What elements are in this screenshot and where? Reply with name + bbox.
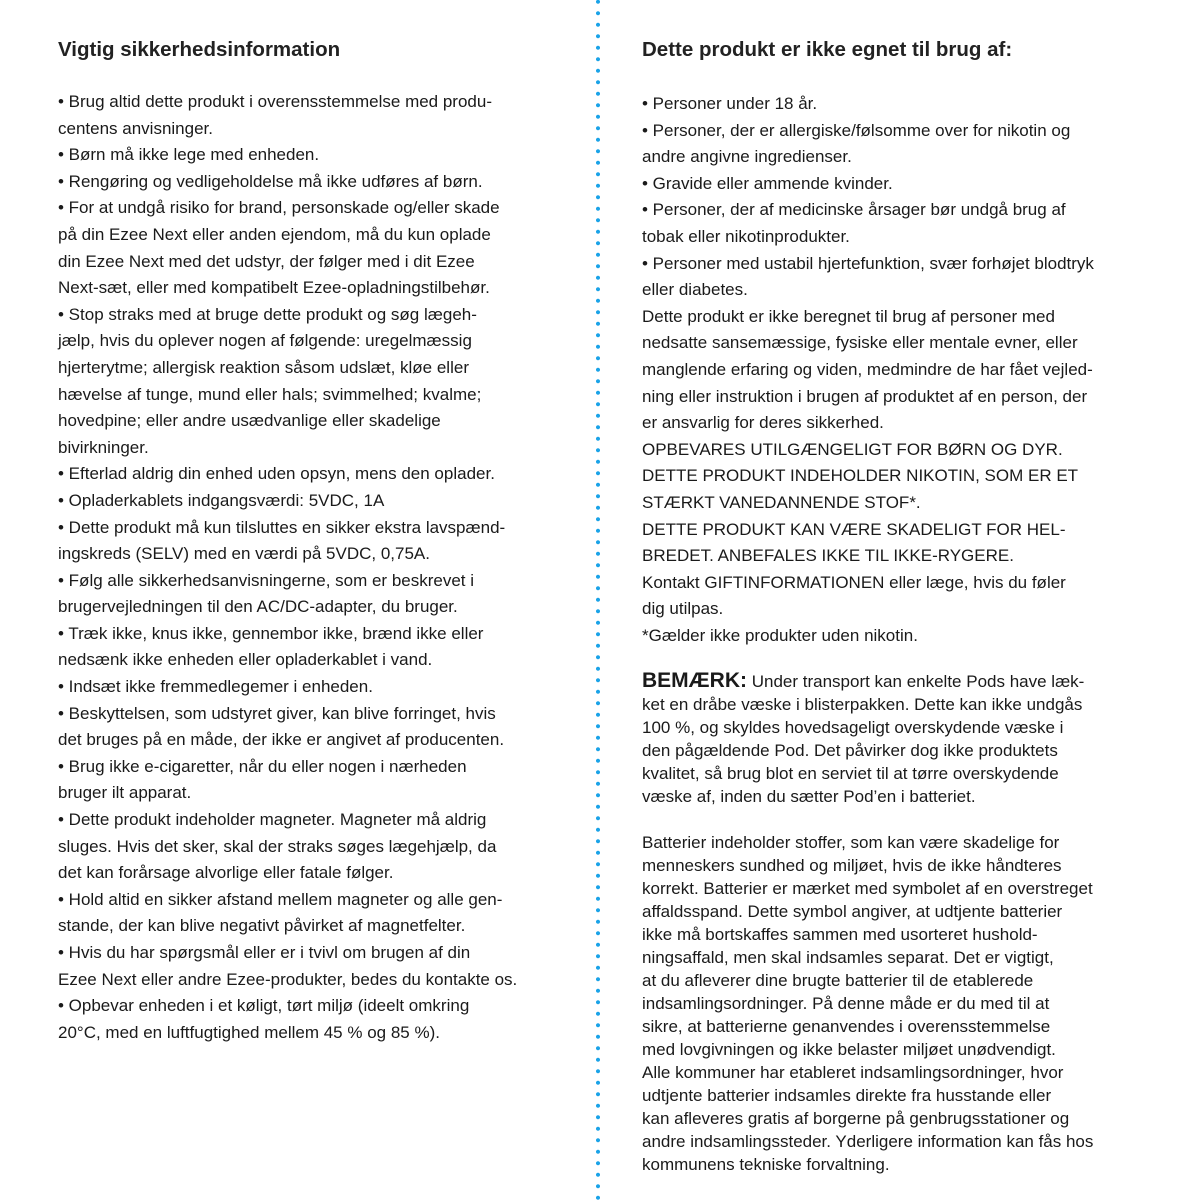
- text-line: • Personer under 18 år.: [642, 94, 818, 113]
- text-line: • Personer, der er allergiske/følsomme over for nikotin og: [642, 120, 1071, 140]
- text-line: væske af, inden du sætter Pod’en i batteriet.: [642, 787, 976, 806]
- text-line: manglende erfaring og viden, medmindre de har fået vejled-: [642, 359, 1093, 379]
- note-text: Under transport kan enkelte Pods have læk-: [747, 672, 1085, 691]
- dotted-divider: [596, 0, 600, 1200]
- text-line: kan afleveres gratis af borgerne på genbrugsstationer og: [642, 1109, 1070, 1128]
- text-line: kommunens tekniske forvaltning.: [642, 1155, 890, 1174]
- text-line: Alle kommuner har etableret indsamlingsordninger, hvor: [642, 1063, 1064, 1082]
- text-line: dig utilpas.: [642, 599, 724, 619]
- text-line: DETTE PRODUKT INDEHOLDER NIKOTIN, SOM ER ET: [642, 466, 1079, 486]
- text-line: • Personer med ustabil hjertefunktion, svær forhøjet blodtryk: [642, 253, 1094, 273]
- text-line: DETTE PRODUKT KAN VÆRE SKADELIGT FOR HEL-: [642, 519, 1066, 539]
- text-line: BREDET. ANBEFALES IKKE TIL IKKE-RYGERE.: [642, 546, 1014, 566]
- text-line: nedsatte sansemæssige, fysiske eller mentale evner, eller: [642, 333, 1078, 353]
- text-line: affaldsspand. Dette symbol angiver, at udtjente batterier: [642, 902, 1063, 921]
- text-line: brugervejledningen til den AC/DC-adapter, du bruger.: [58, 597, 458, 617]
- text-line: • Rengøring og vedligeholdelse må ikke udføres af børn.: [58, 171, 483, 191]
- text-line: *Gælder ikke produkter uden nikotin.: [642, 625, 918, 645]
- text-line: • Beskyttelsen, som udstyret giver, kan blive forringet, hvis: [58, 703, 496, 723]
- text-line: • Opladerkablets indgangsværdi: 5VDC, 1A: [58, 490, 385, 510]
- text-line: STÆRKT VANEDANNENDE STOF*.: [642, 492, 921, 512]
- text-line: ikke må bortskaffes sammen med usorteret hushold-: [642, 925, 1038, 944]
- text-line: bivirkninger.: [58, 437, 149, 457]
- text-line: • For at undgå risiko for brand, personskade og/eller skade: [58, 198, 500, 218]
- text-line: hjerterytme; allergisk reaktion såsom udslæt, kløe eller: [58, 357, 469, 377]
- text-line: din Ezee Next med det udstyr, der følger med i dit Ezee: [58, 251, 475, 271]
- unsuitable-list: [642, 91, 1094, 649]
- text-line: jælp, hvis du oplever nogen af følgende: uregelmæssig: [58, 331, 472, 351]
- note-block: [642, 669, 1084, 808]
- text-line: Kontakt GIFTINFORMATIONEN eller læge, hvis du føler: [642, 572, 1066, 592]
- text-line: Ezee Next eller andre Ezee-produkter, bedes du kontakte os.: [58, 969, 518, 989]
- text-line: ket en dråbe væske i blisterpakken. Dette kan ikke undgås: [642, 695, 1083, 714]
- text-line: andre angivne ingredienser.: [642, 147, 852, 167]
- text-line: tobak eller nikotinprodukter.: [642, 226, 850, 246]
- text-line: • Brug ikke e-cigaretter, når du eller nogen i nærheden: [58, 756, 467, 776]
- text-line: • Gravide eller ammende kvinder.: [642, 173, 893, 193]
- text-line: sluges. Hvis det sker, skal der straks søges lægehjælp, da: [58, 836, 497, 856]
- text-line: nedsænk ikke enheden eller opladerkablet i vand.: [58, 650, 433, 670]
- text-line: stande, der kan blive negativt påvirket af magnetfelter.: [58, 916, 466, 936]
- note-label: BEMÆRK:: [642, 669, 747, 692]
- text-line: eller diabetes.: [642, 280, 748, 300]
- battery-disposal-text: [642, 831, 1093, 1176]
- text-line: hovedpine; eller andre usædvanlige eller skadelige: [58, 411, 441, 431]
- unsuitable-heading: Dette produkt er ikke egnet til brug af:: [642, 38, 1013, 61]
- text-line: andre indsamlingssteder. Yderligere information kan fås hos: [642, 1132, 1094, 1151]
- text-line: • Brug altid dette produkt i overensstemmelse med produ-: [58, 92, 492, 111]
- safety-list: [58, 89, 517, 1046]
- text-line: hævelse af tunge, mund eller hals; svimmelhed; kvalme;: [58, 384, 482, 404]
- text-line: Dette produkt er ikke beregnet til brug af personer med: [642, 306, 1055, 326]
- text-line: det kan forårsage alvorlige eller fatale følger.: [58, 863, 394, 883]
- text-line: ingskreds (SELV) med en værdi på 5VDC, 0,75A.: [58, 544, 430, 564]
- text-line: er ansvarlig for deres sikkerhed.: [642, 413, 884, 433]
- text-line: • Indsæt ikke fremmedlegemer i enheden.: [58, 677, 373, 697]
- text-line: • Hvis du har spørgsmål eller er i tvivl om brugen af din: [58, 943, 471, 962]
- text-line: • Dette produkt må kun tilsluttes en sikker ekstra lavspænd-: [58, 517, 506, 537]
- text-line: 20°C, med en luftfugtighed mellem 45 % og 85 %).: [58, 1022, 440, 1042]
- text-line: det bruges på en måde, der ikke er angivet af producenten.: [58, 730, 505, 750]
- text-line: kvalitet, så brug blot en serviet til at tørre overskydende: [642, 764, 1059, 783]
- text-line: • Følg alle sikkerhedsanvisningerne, som er beskrevet i: [58, 570, 475, 590]
- text-line: korrekt. Batterier er mærket med symbolet af en overstreget: [642, 879, 1093, 898]
- text-line: • Børn må ikke lege med enheden.: [58, 145, 320, 165]
- text-line: med lovgivningen og ikke belaster miljøet unødvendigt.: [642, 1040, 1056, 1059]
- text-line: centens anvisninger.: [58, 118, 213, 138]
- text-line: sikre, at batterierne genanvendes i overensstemmelse: [642, 1017, 1051, 1036]
- text-line: Next-sæt, eller med kompatibelt Ezee-opladningstilbehør.: [58, 278, 490, 298]
- text-line: • Efterlad aldrig din enhed uden opsyn, mens den oplader.: [58, 464, 495, 484]
- text-line: • Opbevar enheden i et køligt, tørt miljø (ideelt omkring: [58, 996, 470, 1016]
- text-line: • Hold altid en sikker afstand mellem magneter og alle gen-: [58, 889, 503, 909]
- text-line: menneskers sundhed og miljøet, hvis de ikke håndteres: [642, 856, 1062, 875]
- text-line: bruger ilt apparat.: [58, 783, 192, 803]
- text-line: • Træk ikke, knus ikke, gennembor ikke, brænd ikke eller: [58, 623, 484, 643]
- text-line: indsamlingsordninger. På denne måde er du med til at: [642, 994, 1050, 1013]
- text-line: at du afleverer dine brugte batterier til de etablerede: [642, 971, 1034, 990]
- text-line: Batterier indeholder stoffer, som kan være skadelige for: [642, 833, 1060, 852]
- text-line: ningsaffald, men skal indsamles separat. Det er vigtigt,: [642, 948, 1054, 967]
- safety-heading: Vigtig sikkerhedsinformation: [58, 38, 341, 61]
- text-line: • Stop straks med at bruge dette produkt og søg lægeh-: [58, 304, 477, 324]
- text-line: • Dette produkt indeholder magneter. Magneter må aldrig: [58, 810, 487, 830]
- text-line: ning eller instruktion i brugen af produktet af en person, der: [642, 386, 1088, 406]
- text-line: den pågældende Pod. Det påvirker dog ikke produktets: [642, 741, 1058, 760]
- text-line: • Personer, der af medicinske årsager bør undgå brug af: [642, 200, 1066, 220]
- text-line: 100 %, og skyldes hovedsageligt overskydende væske i: [642, 718, 1064, 737]
- text-line: udtjente batterier indsamles direkte fra husstande eller: [642, 1086, 1052, 1105]
- text-line: OPBEVARES UTILGÆNGELIGT FOR BØRN OG DYR.: [642, 439, 1063, 459]
- text-line: på din Ezee Next eller anden ejendom, må du kun oplade: [58, 224, 491, 244]
